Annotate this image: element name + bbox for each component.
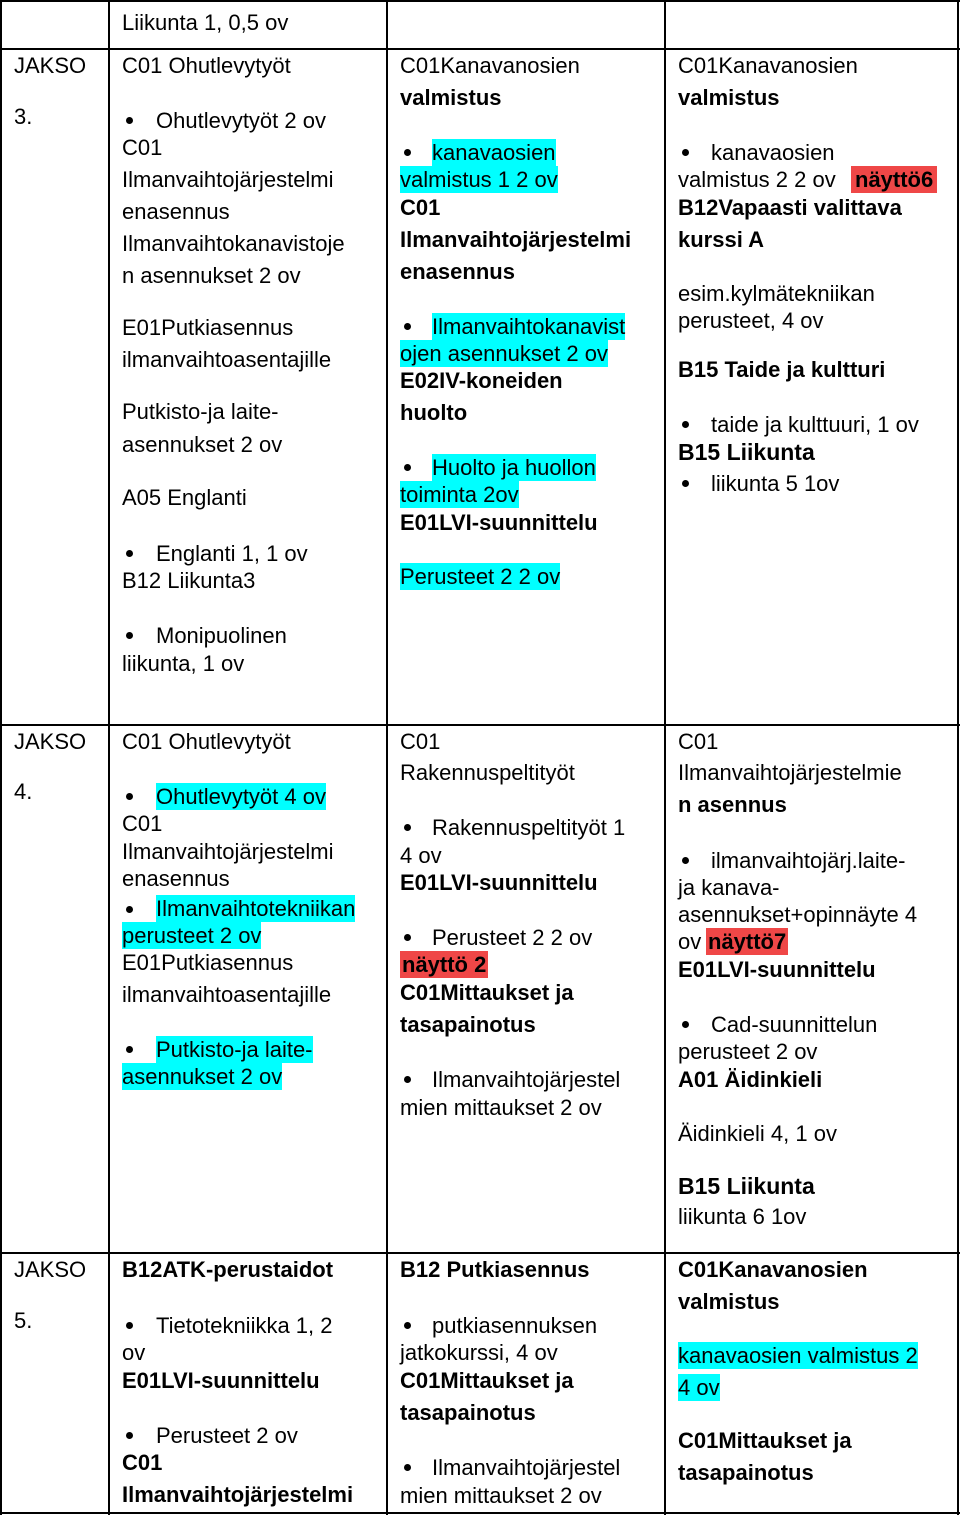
course-item: kanavaosien [432, 140, 556, 165]
course-heading: tasapainotus [400, 1400, 536, 1425]
course-heading: E02IV-koneiden [400, 368, 563, 393]
course-item: Ilmanvaihtojärjestel [432, 1455, 621, 1480]
course-item: Perusteet 2 2 ov [432, 925, 593, 950]
course-item: perusteet 2 ov [122, 923, 262, 948]
course-item: Huolto ja huollon [432, 455, 596, 480]
course-item: Perusteet 2 2 ov [400, 564, 561, 589]
course-heading: B15 Taide ja kultturi [678, 357, 886, 382]
jakso-number: 3. [14, 104, 33, 129]
bullet-icon [404, 149, 411, 156]
course-heading: B12Vapaasti valittava [678, 195, 902, 220]
course-heading: E01LVI-suunnittelu [400, 510, 598, 535]
course-item: Äidinkieli 4, 1 ov [678, 1121, 837, 1146]
course-item: kanavaosien [711, 140, 835, 165]
naytto-badge: näyttö6 [851, 166, 937, 193]
course-heading: ilmanvaihtoasentajille [122, 982, 332, 1007]
course-heading: B15 Liikunta [678, 439, 815, 465]
course-item: Ilmanvaihtokanavistoje [122, 231, 345, 256]
course-heading: valmistus [678, 85, 780, 110]
bullet-icon [682, 857, 689, 864]
table-border-right [957, 0, 959, 1515]
course-item: liikunta 5 1ov [711, 471, 840, 496]
course-title: Ilmanvaihtojärjestelmi [122, 839, 334, 864]
bullet-icon [126, 1046, 133, 1053]
course-item: Ilmanvaihtokanavist [432, 314, 626, 339]
course-item: perusteet 2 ov [678, 1039, 818, 1064]
course-item: ov [122, 1340, 146, 1365]
course-item: esim.kylmätekniikan [678, 281, 875, 306]
course-item: perusteet, 4 ov [678, 308, 824, 333]
course-heading: C01 Ohutlevytyöt [122, 729, 291, 754]
column-divider [664, 0, 666, 1515]
course-heading: E01LVI-suunnittelu [122, 1368, 320, 1393]
course-item: liikunta 6 1ov [678, 1204, 807, 1229]
course-item: asennukset 2 ov [122, 1064, 283, 1089]
jakso-number: 4. [14, 779, 33, 804]
course-item: asennukset 2 ov [122, 432, 283, 457]
row-divider [0, 1252, 960, 1254]
row-divider [0, 724, 960, 726]
course-heading: Ilmanvaihtojärjestelmie [678, 760, 902, 785]
course-item: putkiasennuksen [432, 1313, 598, 1338]
bullet-icon [404, 824, 411, 831]
course-heading: C01Kanavanosien [678, 53, 858, 78]
course-item: Perusteet 2 ov [156, 1423, 298, 1448]
course-title: Ilmanvaihtojärjestelmi [122, 167, 334, 192]
bullet-icon [682, 480, 689, 487]
course-code: C01 [400, 195, 441, 220]
bullet-icon [126, 1322, 133, 1329]
course-heading: C01Mittaukset ja [400, 980, 574, 1005]
course-heading: tasapainotus [400, 1012, 536, 1037]
liikunta-header: Liikunta 1, 0,5 ov [122, 10, 289, 35]
bullet-icon [682, 421, 689, 428]
course-item: Monipuolinen [156, 623, 287, 648]
course-heading: huolto [400, 400, 468, 425]
bullet-icon [126, 906, 133, 913]
course-item: Cad-suunnittelun [711, 1012, 878, 1037]
course-code: C01 [400, 729, 441, 754]
table-border-left [0, 0, 2, 1515]
course-heading: B12ATK-perustaidot [122, 1257, 334, 1282]
course-heading: B12 Putkiasennus [400, 1257, 590, 1282]
course-item: 4 ov [400, 843, 442, 868]
course-item: ilmanvaihtojärj.laite- [711, 848, 906, 873]
bullet-icon [404, 1076, 411, 1083]
naytto-badge: näyttö7 [708, 929, 787, 954]
course-code: C01 [678, 729, 719, 754]
bullet-icon [404, 323, 411, 330]
course-code: C01 [122, 135, 163, 160]
jakso-label: JAKSO [14, 729, 87, 754]
course-heading: valmistus [400, 85, 502, 110]
course-title: enasennus [122, 199, 230, 224]
bullet-icon [126, 550, 133, 557]
course-item: mien mittaukset 2 ov [400, 1095, 602, 1120]
bullet-icon [126, 1432, 133, 1439]
course-title: enasennus [122, 866, 230, 891]
course-item: asennukset+opinnäyte 4 [678, 902, 918, 927]
course-heading: n asennus [678, 792, 787, 817]
course-item: ja kanava- [678, 875, 780, 900]
course-item: valmistus 2 2 ov [678, 167, 836, 192]
course-item: mien mittaukset 2 ov [400, 1483, 602, 1508]
table-border-bottom [0, 1512, 960, 1514]
course-item: toiminta 2ov [400, 482, 519, 507]
course-heading: C01Mittaukset ja [678, 1428, 852, 1453]
course-title: enasennus [400, 259, 515, 284]
course-item: n asennukset 2 ov [122, 263, 301, 288]
course-heading: Rakennuspeltityöt [400, 760, 575, 785]
jakso-label: JAKSO [14, 1257, 87, 1282]
course-code: C01 [122, 1450, 163, 1475]
course-item: taide ja kulttuuri, 1 ov [711, 412, 919, 437]
course-item: Ohutlevytyöt 2 ov [156, 108, 326, 133]
jakso-label: JAKSO [14, 53, 87, 78]
course-heading: valmistus [678, 1289, 780, 1314]
course-heading: B15 Liikunta [678, 1173, 815, 1199]
course-item: ov [678, 929, 702, 954]
course-heading: B12 Liikunta3 [122, 568, 256, 593]
course-item: Putkisto-ja laite- [122, 399, 279, 424]
course-heading: E01Putkiasennus [122, 950, 294, 975]
bullet-icon [404, 464, 411, 471]
bullet-icon [126, 632, 133, 639]
table-border-top [0, 0, 960, 2]
course-item: 4 ov [678, 1375, 720, 1400]
course-heading: C01Mittaukset ja [400, 1368, 574, 1393]
bullet-icon [404, 1464, 411, 1471]
course-item: kanavaosien valmistus 2 [678, 1343, 918, 1368]
course-heading: kurssi A [678, 227, 765, 252]
course-item: liikunta, 1 ov [122, 651, 245, 676]
course-heading: E01LVI-suunnittelu [678, 957, 876, 982]
course-item: Putkisto-ja laite- [156, 1037, 313, 1062]
column-divider [108, 0, 110, 1515]
course-heading: tasapainotus [678, 1460, 814, 1485]
course-item: Ilmanvaihtotekniikan [156, 896, 356, 921]
jakso-number: 5. [14, 1308, 33, 1333]
row-divider [0, 48, 960, 50]
bullet-icon [404, 1322, 411, 1329]
course-item: Ohutlevytyöt 4 ov [156, 784, 326, 809]
naytto-badge: näyttö 2 [402, 952, 487, 977]
course-heading: C01Kanavanosien [678, 1257, 868, 1282]
course-heading: A05 Englanti [122, 485, 247, 510]
bullet-icon [404, 934, 411, 941]
course-heading: C01 Ohutlevytyöt [122, 53, 291, 78]
course-item: Englanti 1, 1 ov [156, 541, 308, 566]
course-item: Tietotekniikka 1, 2 [156, 1313, 333, 1338]
course-heading: E01LVI-suunnittelu [400, 870, 598, 895]
course-item: Ilmanvaihtojärjestel [432, 1067, 621, 1092]
course-item: Rakennuspeltityöt 1 [432, 815, 626, 840]
course-title: Ilmanvaihtojärjestelmi [122, 1482, 354, 1507]
course-item: valmistus 1 2 ov [400, 167, 558, 192]
column-divider [386, 0, 388, 1515]
course-heading: ilmanvaihtoasentajille [122, 347, 332, 372]
bullet-icon [682, 149, 689, 156]
course-heading: C01Kanavanosien [400, 53, 580, 78]
course-heading: E01Putkiasennus [122, 315, 294, 340]
bullet-icon [682, 1021, 689, 1028]
bullet-icon [126, 117, 133, 124]
course-item: jatkokurssi, 4 ov [400, 1340, 558, 1365]
course-code: C01 [122, 811, 163, 836]
bullet-icon [126, 793, 133, 800]
course-heading: A01 Äidinkieli [678, 1067, 823, 1092]
course-item: ojen asennukset 2 ov [400, 341, 608, 366]
course-title: Ilmanvaihtojärjestelmi [400, 227, 632, 252]
